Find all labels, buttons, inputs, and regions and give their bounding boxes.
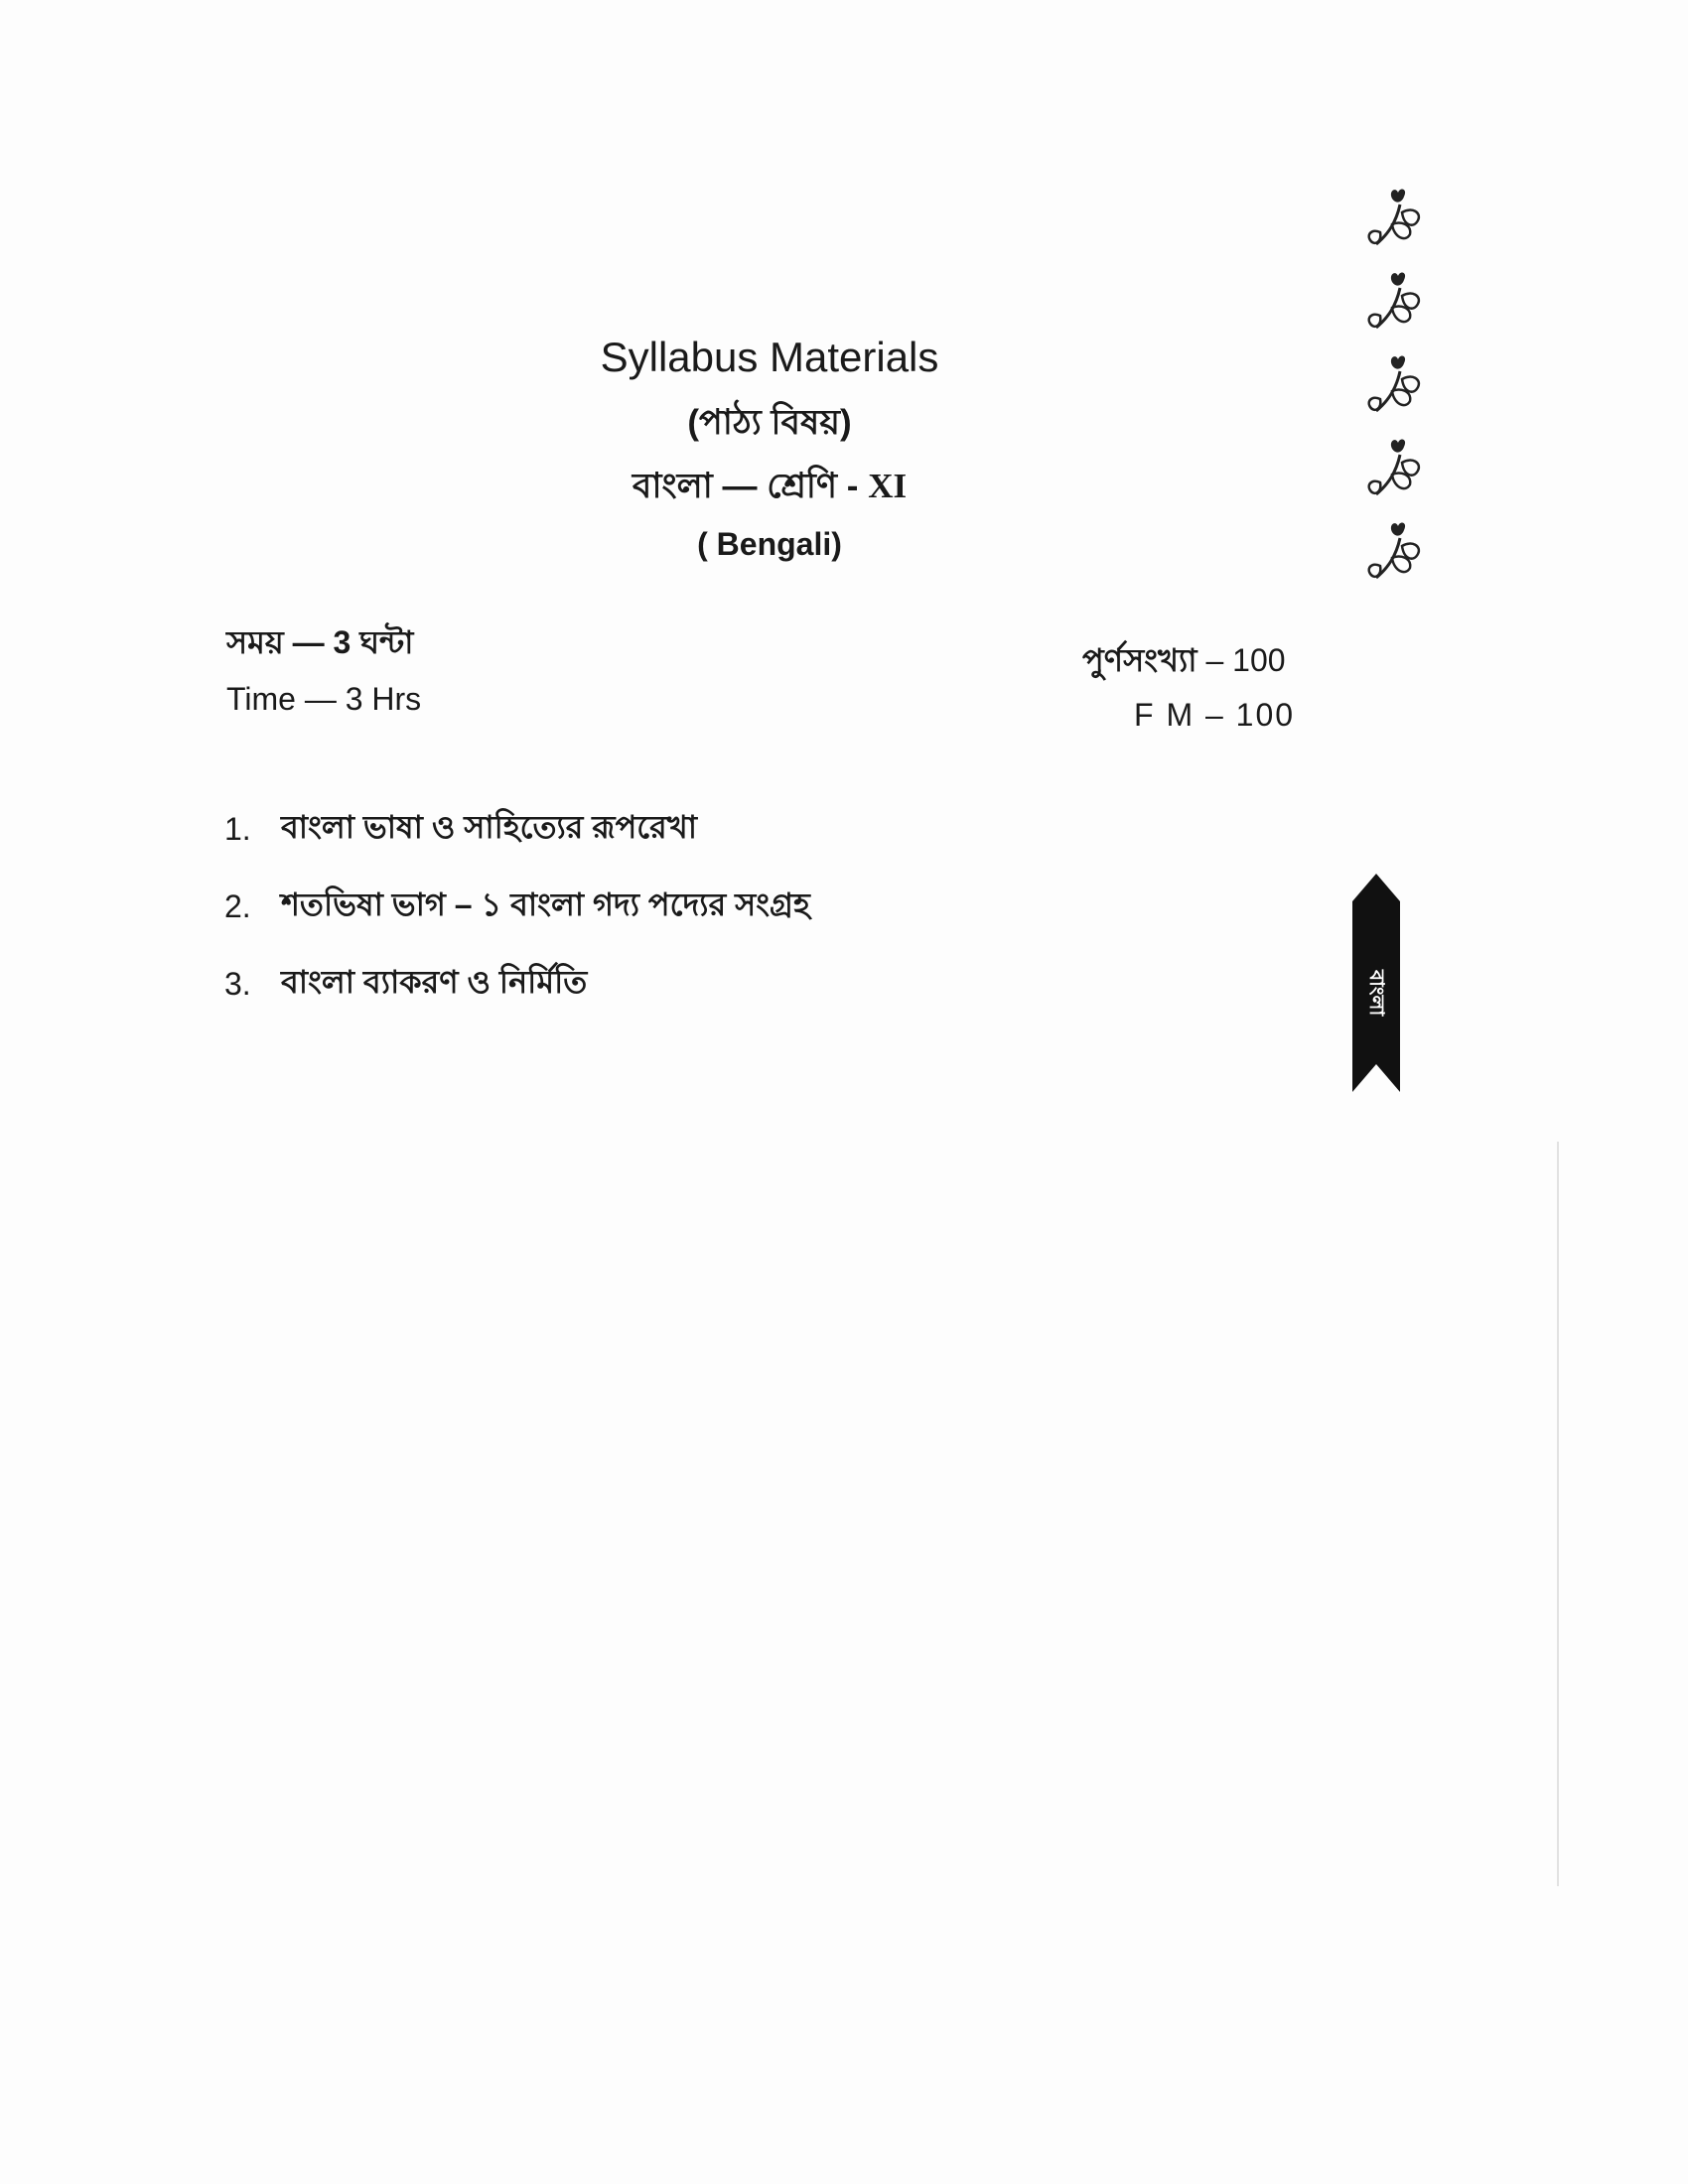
list-item-text: বাংলা ব্যাকরণ ও নির্মিতি [281,964,588,1000]
subject-english: ( Bengali) [697,526,842,562]
list-item-index: 1. [224,810,251,847]
full-marks-bengali-label: পুর্ণসংখ্যা [1082,642,1197,678]
list-item-index: 2. [224,887,251,924]
subject-class-line [0,459,1539,517]
plant-sprig-icon [1362,351,1428,421]
document-subtitle-bengali: (পাঠ্য বিষয়) [687,403,852,442]
full-marks-bengali-value: – 100 [1196,642,1286,678]
side-tab-label: বাংলা [1365,969,1387,1017]
plant-sprig-icon [1362,185,1428,254]
class-numeral: XI [868,467,908,505]
plant-sprig-icon [1362,518,1428,588]
syllabus-list [224,790,810,1023]
document-title: Syllabus Materials [600,334,939,380]
scan-edge-line [1557,1142,1559,1886]
plant-sprig-icon [1362,435,1428,504]
list-item-text: শতভিষা ভাগ – ১ বাংলা গদ্য পদ্যের সংগ্রহ [281,887,810,922]
decorative-plant-column [1362,185,1432,602]
subject-bengali: বাংলা — শ্রেণি - [632,467,869,505]
list-item-index: 3. [224,965,251,1002]
full-marks-bengali [1082,635,1286,689]
plant-sprig-icon [1362,268,1428,338]
list-item-text: বাংলা ভাষা ও সাহিত্যের রূপরেখা [281,809,698,845]
time-bengali: সময় — 3 ঘন্টা [226,624,414,660]
list-item [224,945,810,1023]
full-marks-english: F M – 100 [1134,697,1296,733]
time-english: Time — 3 Hrs [226,681,422,717]
list-item [224,868,810,945]
list-item [224,790,810,868]
